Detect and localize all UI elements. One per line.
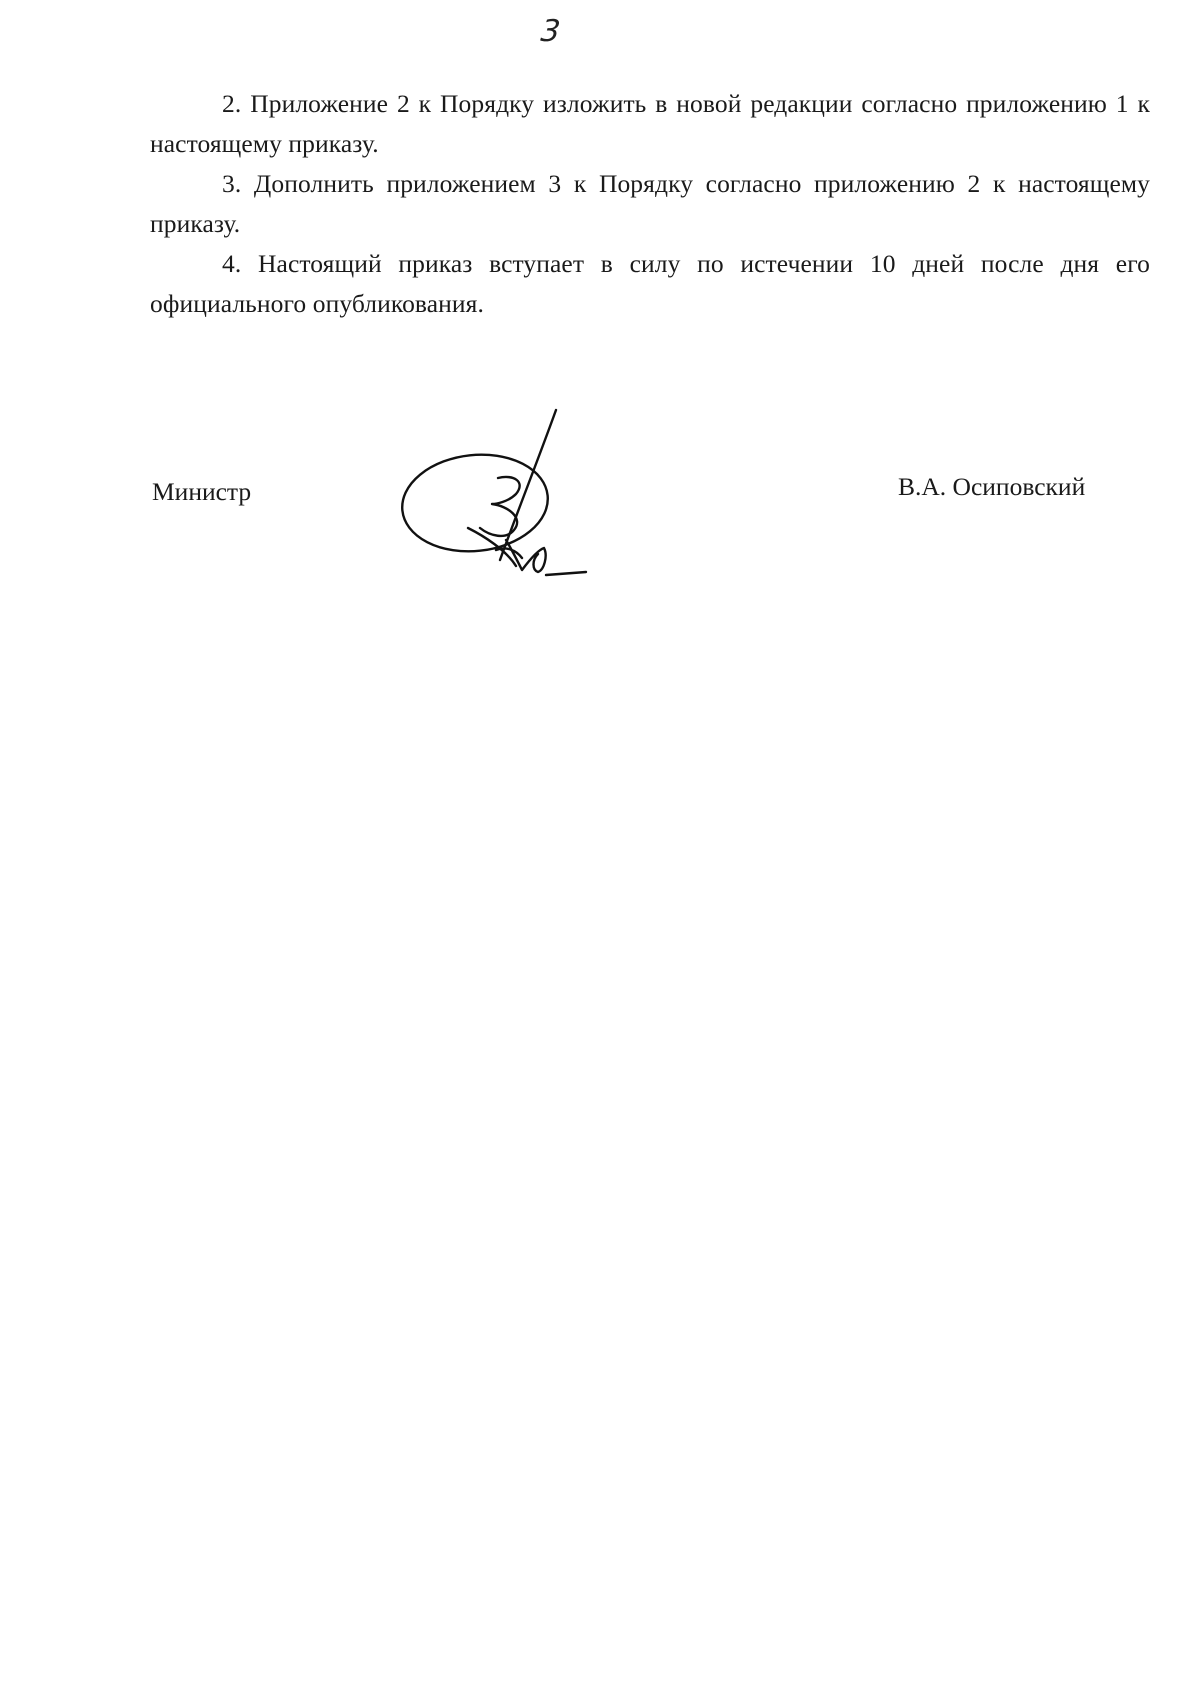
signatory-title: Министр — [152, 477, 252, 506]
paragraph-2 — [150, 84, 1150, 164]
document-body — [150, 84, 1150, 324]
paragraph-4-line-1: 4. Настоящий приказ вступает в силу по истечении 10 дней после дня его — [222, 249, 1150, 278]
paragraph-3-line-1: 3. Дополнить приложением 3 к Порядку согласно приложению — [222, 169, 955, 198]
paragraph-2-line-2: приложению 1 к настоящему приказу. — [150, 89, 1150, 158]
paragraph-3 — [150, 164, 1150, 244]
paragraph-4-line-2: официального опубликования. — [150, 289, 484, 318]
signatory-name: В.А. Осиповский — [898, 472, 1086, 501]
paragraph-3-line-2: 2 к настоящему приказу. — [150, 169, 1151, 238]
handwritten-signature — [388, 400, 608, 600]
paragraph-4 — [150, 244, 1150, 324]
page-number: 3 — [539, 14, 562, 49]
paragraph-2-line-1: 2. Приложение 2 к Порядку изложить в новой редакции согласно — [222, 89, 958, 118]
